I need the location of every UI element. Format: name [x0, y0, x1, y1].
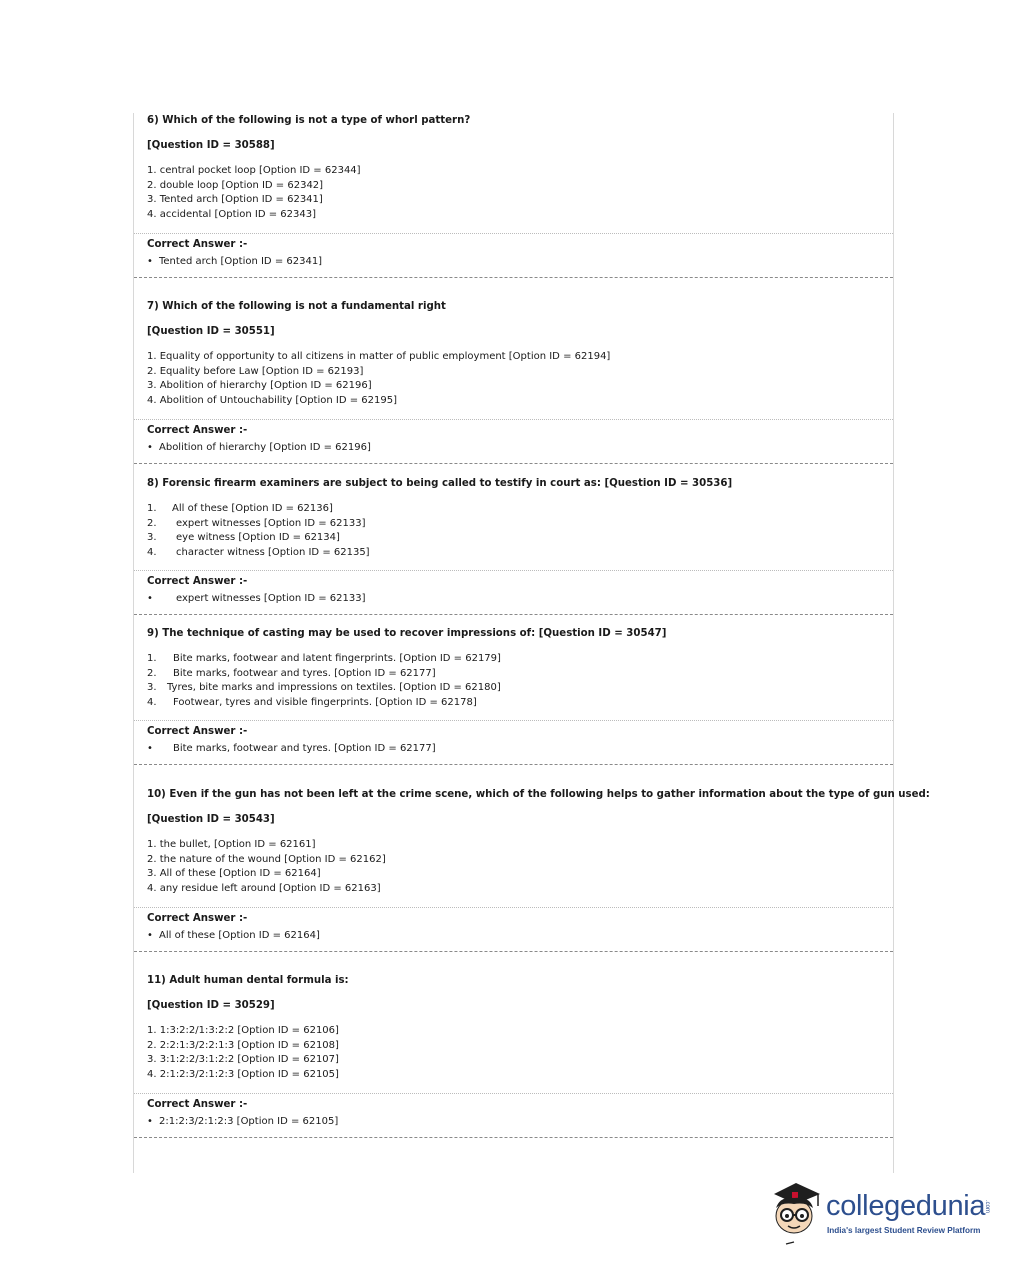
bullet-icon: •: [147, 743, 153, 754]
logo-domain: .com: [984, 1200, 990, 1214]
correct-answer-value: • Abolition of hierarchy [Option ID = 62196]: [147, 442, 371, 453]
question-id: [Question ID = 30543]: [147, 814, 275, 825]
question-separator: [134, 614, 893, 615]
logo-tagline: India's largest Student Review Platform: [827, 1226, 981, 1235]
bullet-icon: •: [147, 256, 153, 267]
logo-wordmark: collegedunia: [826, 1190, 986, 1222]
correct-answer-value: • Tented arch [Option ID = 62341]: [147, 256, 323, 267]
option-item: 1. Equality of opportunity to all citizens in matter of public employment [Option ID = 62194]: [147, 351, 611, 362]
option-item: 1. 1:3:2:2/1:3:2:2 [Option ID = 62106]: [147, 1025, 339, 1036]
correct-answer-label: Correct Answer :-: [147, 425, 248, 436]
collegedunia-logo: [766, 1178, 991, 1248]
option-item: 4. Abolition of Untouchability [Option ID = 62195]: [147, 395, 397, 406]
question-id: [Question ID = 30588]: [147, 140, 275, 151]
option-item: 3. All of these [Option ID = 62164]: [147, 868, 321, 879]
option-item: 2. Bite marks, footwear and tyres. [Option ID = 62177]: [147, 668, 436, 679]
option-item: 2. expert witnesses [Option ID = 62133]: [147, 518, 366, 529]
option-item: 2. Equality before Law [Option ID = 62193]: [147, 366, 364, 377]
correct-answer-value: • Bite marks, footwear and tyres. [Option ID = 62177]: [147, 743, 436, 754]
option-item: 4. any residue left around [Option ID = 62163]: [147, 883, 381, 894]
option-item: 4. Footwear, tyres and visible fingerprints. [Option ID = 62178]: [147, 697, 477, 708]
correct-answer-label: Correct Answer :-: [147, 576, 248, 587]
divider: [134, 720, 893, 721]
correct-answer-label: Correct Answer :-: [147, 726, 248, 737]
question-separator: [134, 951, 893, 952]
divider: [134, 1093, 893, 1094]
bullet-icon: •: [147, 593, 153, 604]
option-item: 4. 2:1:2:3/2:1:2:3 [Option ID = 62105]: [147, 1069, 339, 1080]
option-item: 2. 2:2:1:3/2:2:1:3 [Option ID = 62108]: [147, 1040, 339, 1051]
option-item: 1. All of these [Option ID = 62136]: [147, 503, 333, 514]
option-item: 3. Abolition of hierarchy [Option ID = 62196]: [147, 380, 372, 391]
question-separator: [134, 764, 893, 765]
option-item: 4. accidental [Option ID = 62343]: [147, 209, 317, 220]
divider: [134, 419, 893, 420]
option-item: 3. eye witness [Option ID = 62134]: [147, 532, 340, 543]
correct-answer-value: • 2:1:2:3/2:1:2:3 [Option ID = 62105]: [147, 1116, 339, 1127]
question-title: 6) Which of the following is not a type of whorl pattern?: [147, 115, 471, 126]
question-title: 8) Forensic firearm examiners are subject to being called to testify in court as: [Question ID = 30536]: [147, 478, 733, 489]
question-title: 11) Adult human dental formula is:: [147, 975, 349, 986]
divider: [134, 907, 893, 908]
question-title: 9) The technique of casting may be used to recover impressions of: [Question ID = 30547]: [147, 628, 667, 639]
question-id: [Question ID = 30529]: [147, 1000, 275, 1011]
mascot-icon: [766, 1178, 826, 1248]
exam-paper-frame: [133, 113, 930, 1173]
option-item: 3. Tented arch [Option ID = 62341]: [147, 194, 323, 205]
question-separator: [134, 1137, 893, 1138]
question-title: 10) Even if the gun has not been left at the crime scene, which of the following helps to gather information about the type of gun used:: [147, 789, 930, 800]
correct-answer-label: Correct Answer :-: [147, 239, 248, 250]
divider: [134, 233, 893, 234]
question-separator: [134, 277, 893, 278]
option-item: 2. double loop [Option ID = 62342]: [147, 180, 324, 191]
option-item: 1. central pocket loop [Option ID = 62344]: [147, 165, 361, 176]
option-item: 2. the nature of the wound [Option ID = 62162]: [147, 854, 386, 865]
divider: [134, 570, 893, 571]
question-separator: [134, 463, 893, 464]
correct-answer-label: Correct Answer :-: [147, 1099, 248, 1110]
option-item: 3. Tyres, bite marks and impressions on textiles. [Option ID = 62180]: [147, 682, 501, 693]
option-item: 4. character witness [Option ID = 62135]: [147, 547, 370, 558]
option-item: 1. the bullet, [Option ID = 62161]: [147, 839, 316, 850]
option-item: 3. 3:1:2:2/3:1:2:2 [Option ID = 62107]: [147, 1054, 339, 1065]
correct-answer-label: Correct Answer :-: [147, 913, 248, 924]
bullet-icon: •: [147, 930, 153, 941]
bullet-icon: •: [147, 1116, 153, 1127]
option-item: 1. Bite marks, footwear and latent fingerprints. [Option ID = 62179]: [147, 653, 501, 664]
bullet-icon: •: [147, 442, 153, 453]
correct-answer-value: • All of these [Option ID = 62164]: [147, 930, 320, 941]
correct-answer-value: • expert witnesses [Option ID = 62133]: [147, 593, 366, 604]
question-title: 7) Which of the following is not a fundamental right: [147, 301, 446, 312]
question-id: [Question ID = 30551]: [147, 326, 275, 337]
